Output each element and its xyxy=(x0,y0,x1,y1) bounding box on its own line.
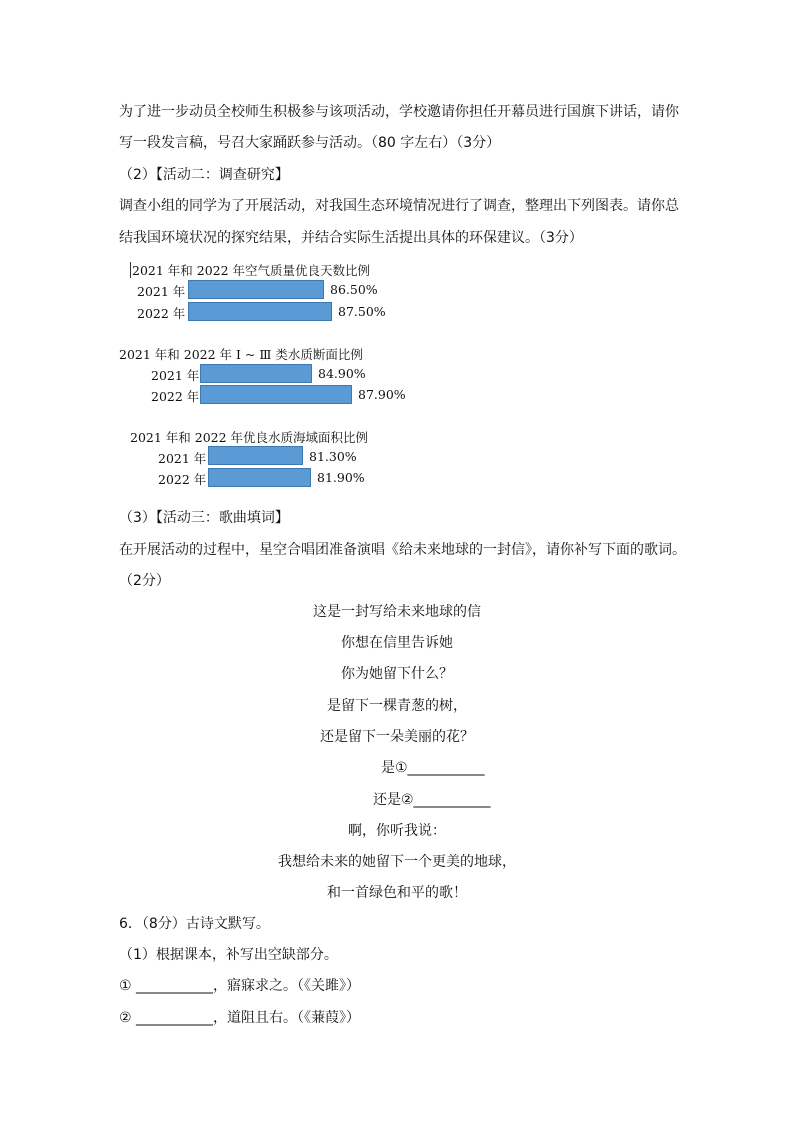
chart-air-quality xyxy=(118,258,418,328)
activity3-line-1: 在开展活动的过程中，星空合唱团准备演唱《给未来地球的一封信》，请你补写下面的歌词。 xyxy=(119,542,686,558)
chart-title: 2021 年和 2022 年优良水质海域面积比例 xyxy=(130,430,369,445)
lyric-line: 这是一封写给未来地球的信 xyxy=(313,604,481,620)
category-label: 2021 年 xyxy=(158,451,207,466)
q6-heading: 6．（8分）古诗文默写。 xyxy=(119,916,270,932)
lyric-blank-1: 是①___________ xyxy=(381,760,485,776)
lyric-blank-2: 还是②___________ xyxy=(373,792,491,808)
value-label: 87.90% xyxy=(358,387,406,402)
category-label: 2021 年 xyxy=(151,368,200,383)
bar xyxy=(200,364,312,383)
value-label: 87.50% xyxy=(338,304,386,319)
lyric-line: 我想给未来的她留下一个更美的地球， xyxy=(278,854,516,870)
bar xyxy=(200,385,352,404)
category-label: 2022 年 xyxy=(158,472,207,487)
lyric-line: 是留下一棵青葱的树， xyxy=(327,698,467,714)
q6-subheading: （1）根据课本，补写出空缺部分。 xyxy=(119,947,338,963)
lyric-line: 啊，你听我说： xyxy=(348,823,446,839)
value-label: 81.30% xyxy=(309,449,357,464)
category-label: 2022 年 xyxy=(151,389,200,404)
value-label: 86.50% xyxy=(330,282,378,297)
lyric-line: 和一首绿色和平的歌！ xyxy=(327,885,467,901)
activity2-heading: （2）【活动二：调查研究】 xyxy=(119,167,289,183)
chart-title: 2021 年和 2022 年 Ⅰ ~ Ⅲ 类水质断面比例 xyxy=(119,347,363,362)
intro-line-1: 为了进一步动员全校师生积极参与该项活动，学校邀请你担任开幕员进行国旗下讲话，请你 xyxy=(119,104,679,120)
activity2-line-1: 调查小组的同学为了开展活动，对我国生态环境情况进行了调查，整理出下列图表。请你总 xyxy=(119,198,679,214)
bar xyxy=(208,446,303,465)
chart-water-section xyxy=(118,342,418,412)
text-cursor xyxy=(130,262,131,278)
bar xyxy=(188,302,332,321)
q6-item-2: ② ___________，道阻且右。（《蒹葭》） xyxy=(119,1010,361,1026)
q6-item-1: ① ___________，寤寐求之。（《关雎》） xyxy=(119,978,361,994)
category-label: 2021 年 xyxy=(137,284,186,299)
chart-sea-area xyxy=(118,425,418,495)
bar xyxy=(208,468,311,487)
bar xyxy=(188,280,324,299)
activity3-heading: （3）【活动三：歌曲填词】 xyxy=(119,510,289,526)
intro-line-2: 写一段发言稿，号召大家踊跃参与活动。（80 字左右）（3分） xyxy=(119,135,501,151)
value-label: 84.90% xyxy=(318,366,366,381)
activity2-line-2: 结我国环境状况的探究结果，并结合实际生活提出具体的环保建议。（3分） xyxy=(119,230,583,246)
value-label: 81.90% xyxy=(317,470,365,485)
lyric-line: 你想在信里告诉她 xyxy=(341,635,453,651)
lyric-line: 还是留下一朵美丽的花？ xyxy=(320,729,474,745)
activity3-line-2: （2分） xyxy=(119,573,170,589)
lyric-line: 你为她留下什么？ xyxy=(341,666,453,682)
chart-title: 2021 年和 2022 年空气质量优良天数比例 xyxy=(132,263,371,278)
category-label: 2022 年 xyxy=(137,306,186,321)
